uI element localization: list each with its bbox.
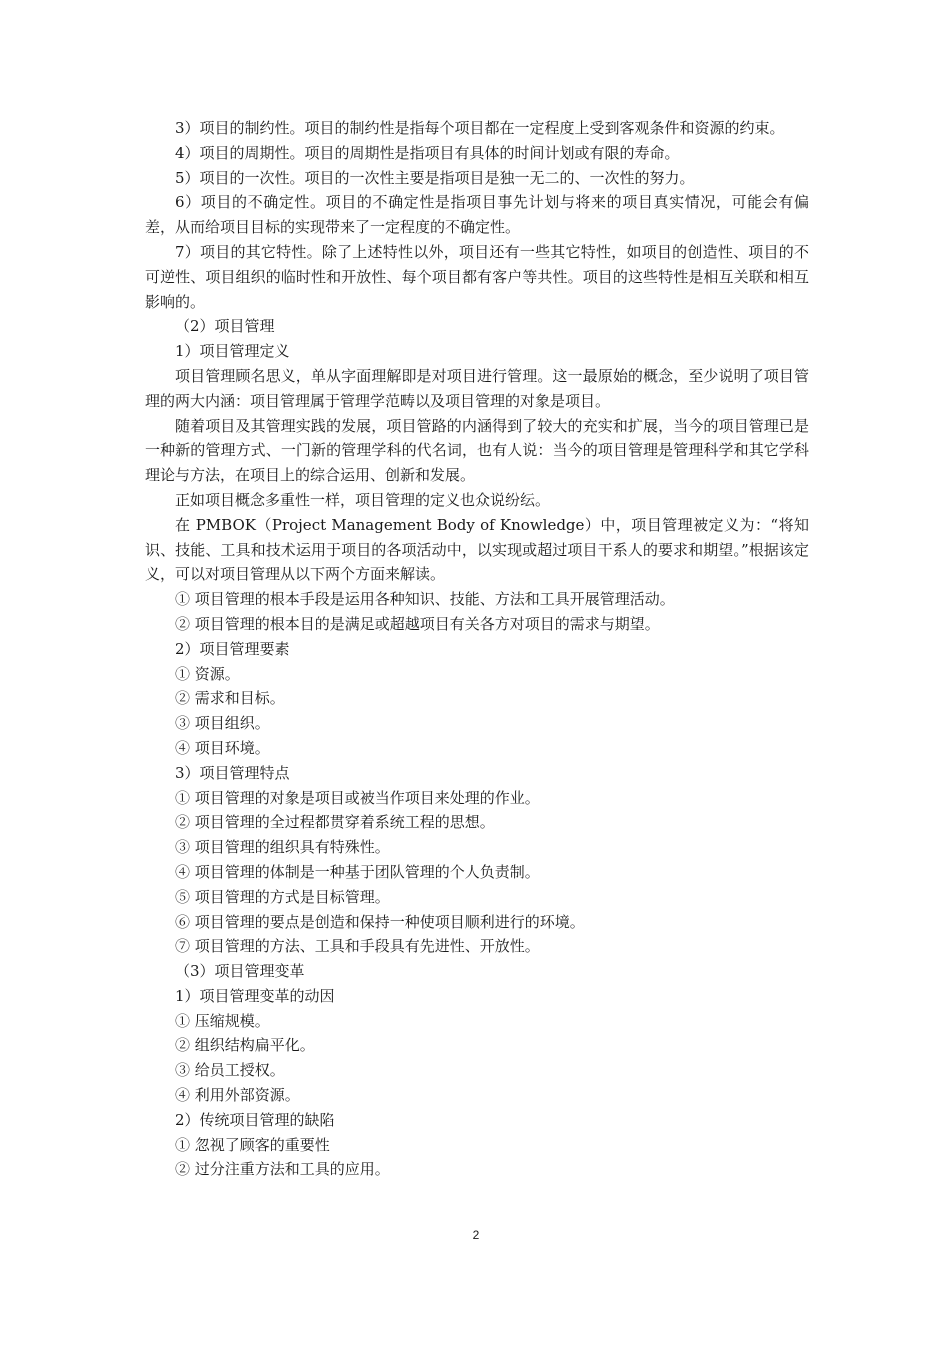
paragraph: ④ 利用外部资源。 (175, 1086, 300, 1105)
paragraph: 项目管理顾名思义，单从字面理解即是对项目进行管理。这一最原始的概念，至少说明了项目管理的两大内涵：项目管理属于管理学范畴以及项目管理的对象是项目。 (145, 366, 809, 410)
paragraph: 1）项目管理定义 (175, 342, 290, 361)
paragraph: ② 项目管理的全过程都贯穿着系统工程的思想。 (175, 813, 495, 832)
paragraph: ② 组织结构扁平化。 (175, 1036, 315, 1055)
paragraph: ② 过分注重方法和工具的应用。 (175, 1160, 390, 1179)
paragraph: ⑦ 项目管理的方法、工具和手段具有先进性、开放性。 (175, 937, 540, 956)
paragraph: 随着项目及其管理实践的发展，项目管路的内涵得到了较大的充实和扩展，当今的项目管理已是一种新的管理方式、一门新的管理学科的代名词，也有人说：当今的项目管理是管理科学和其它学科理论与方法，在项目上的综合运用、创新和发展。 (145, 416, 809, 485)
paragraph: （2）项目管理 (175, 317, 275, 336)
document-body (145, 116, 809, 1182)
paragraph: ① 忽视了顾客的重要性 (175, 1135, 330, 1154)
page-number: 2 (472, 1228, 480, 1242)
paragraph: ① 压缩规模。 (175, 1011, 270, 1030)
paragraph: 1）项目管理变革的动因 (175, 986, 335, 1005)
paragraph: 在 PMBOK（Project Management Body of Knowledge）中，项目管理被定义为：“将知识、技能、工具和技术运用于项目的各项活动中，以实现或超过项目干系人的要求和期望。”根据该定义，可以对项目管理从以下两个方面来解读。 (145, 515, 809, 584)
paragraph: 7）项目的其它特性。除了上述特性以外，项目还有一些其它特性，如项目的创造性、项目的不可逆性、项目组织的临时性和开放性、每个项目都有客户等共性。项目的这些特性是相互关联和相互影响的。 (145, 242, 809, 311)
paragraph: 2）项目管理要素 (175, 639, 290, 658)
paragraph: 4）项目的周期性。项目的周期性是指项目有具体的时间计划或有限的寿命。 (175, 143, 680, 162)
paragraph: 3）项目管理特点 (175, 763, 290, 782)
paragraph: 3）项目的制约性。项目的制约性是指每个项目都在一定程度上受到客观条件和资源的约束。 (175, 119, 785, 137)
paragraph: ① 资源。 (175, 664, 240, 683)
paragraph: ① 项目管理的对象是项目或被当作项目来处理的作业。 (175, 788, 540, 807)
paragraph: ④ 项目环境。 (175, 738, 270, 757)
paragraph: 2）传统项目管理的缺陷 (175, 1110, 335, 1129)
paragraph: ④ 项目管理的体制是一种基于团队管理的个人负责制。 (175, 862, 540, 881)
paragraph: ③ 给员工授权。 (175, 1061, 285, 1080)
paragraph: 6）项目的不确定性。项目的不确定性是指项目事先计划与将来的项目真实情况，可能会有偏差，从而给项目目标的实现带来了一定程度的不确定性。 (145, 193, 809, 237)
paragraph: ③ 项目管理的组织具有特殊性。 (175, 838, 390, 857)
paragraph: 正如项目概念多重性一样，项目管理的定义也众说纷纭。 (175, 490, 551, 509)
paragraph: （3）项目管理变革 (175, 962, 305, 981)
paragraph: ③ 项目组织。 (175, 714, 270, 733)
paragraph: ② 需求和目标。 (175, 689, 285, 708)
paragraph: ① 项目管理的根本手段是运用各种知识、技能、方法和工具开展管理活动。 (175, 590, 675, 609)
paragraph: 5）项目的一次性。项目的一次性主要是指项目是独一无二的、一次性的努力。 (175, 168, 695, 187)
paragraph: ⑥ 项目管理的要点是创造和保持一种使项目顺利进行的环境。 (175, 912, 585, 931)
paragraph: ⑤ 项目管理的方式是目标管理。 (175, 887, 390, 906)
paragraph: ② 项目管理的根本目的是满足或超越项目有关各方对项目的需求与期望。 (175, 614, 660, 633)
